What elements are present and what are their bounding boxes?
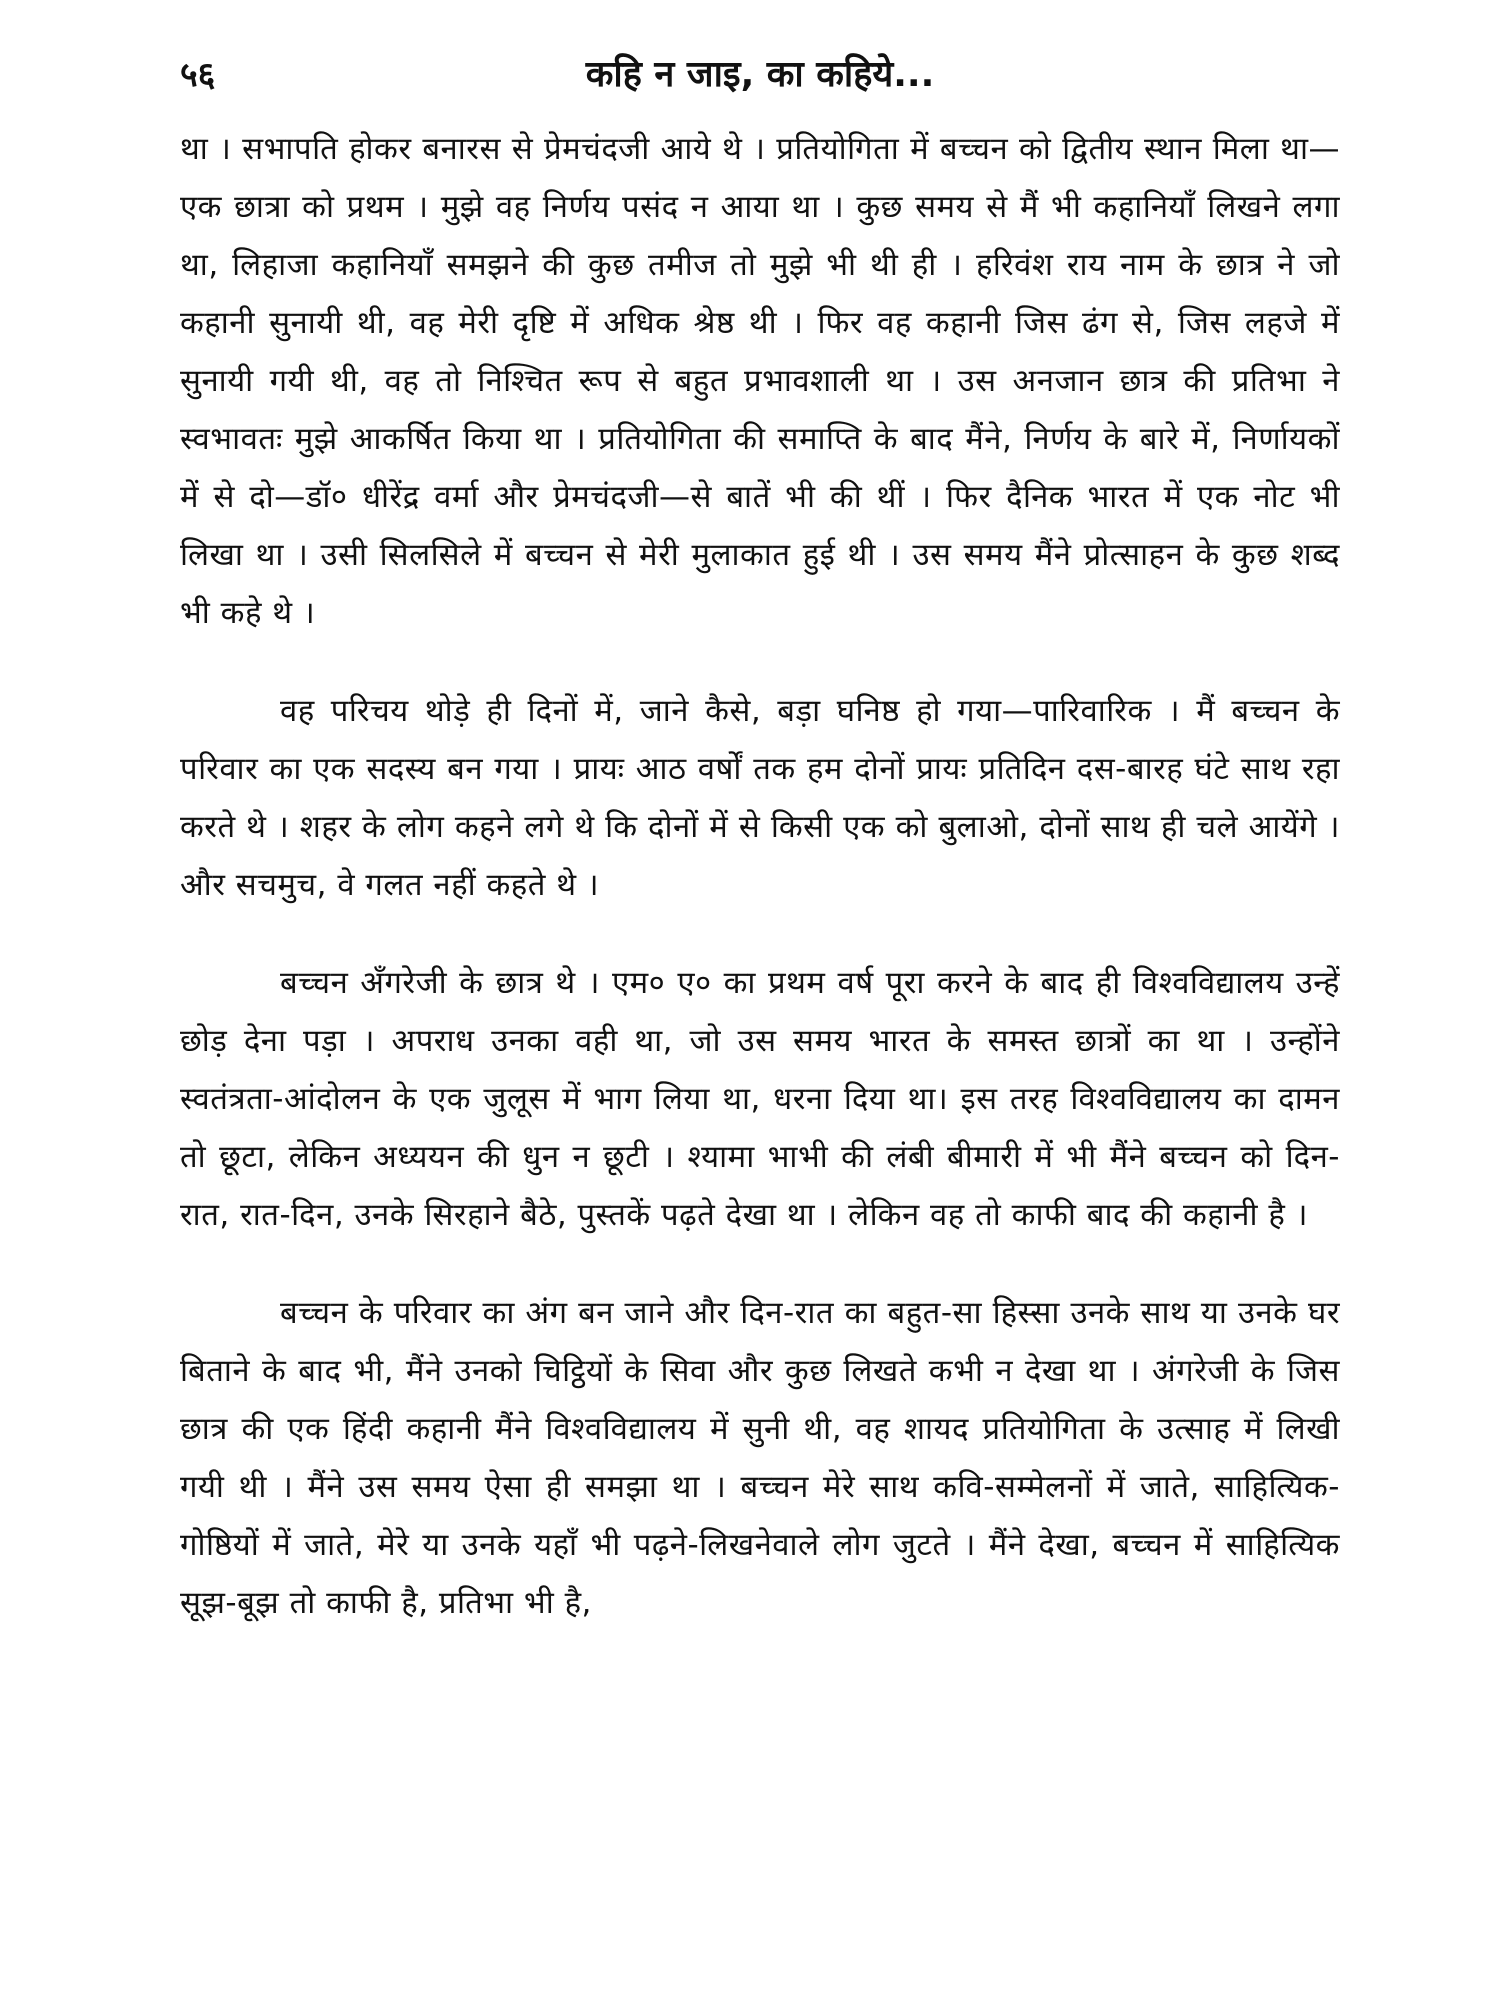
paragraph-3: बच्चन अँगरेजी के छात्र थे । एम० ए० का प्रथम वर्ष पूरा करने के बाद ही विश्वविद्यालय उन्हें छोड़ देना पड़ा । अपराध उनका वही था, जो उस समय भारत के समस्त छात्रों का था । उन्होंने स्वतंत्रता-आंदोलन के एक जुलूस में भाग लिया था, धरना दिया था। इस तरह विश्वविद्यालय का दामन तो छूटा, लेकिन अध्ययन की धुन न छूटी । श्यामा भाभी की लंबी बीमारी में भी मैंने बच्चन को दिन-रात, रात-दिन, उनके सिरहाने बैठे, पुस्तकें पढ़ते देखा था । लेकिन वह तो काफी बाद की कहानी है । xyxy=(180,965,1340,1233)
paragraph-1: था । सभापति होकर बनारस से प्रेमचंदजी आये थे । प्रतियोगिता में बच्चन को द्वितीय स्थान मिला था—एक छात्रा को प्रथम । मुझे वह निर्णय पसंद न आया था । कुछ समय से मैं भी कहानियाँ लिखने लगा था, लिहाजा कहानियाँ समझने की कुछ तमीज तो मुझे भी थी ही । हरिवंश राय नाम के छात्र ने जो कहानी सुनायी थी, वह मेरी दृष्टि में अधिक श्रेष्ठ थी । फिर वह कहानी जिस ढंग से, जिस लहजे में सुनायी गयी थी, वह तो निश्चित रूप से बहुत प्रभावशाली था । उस अनजान छात्र की प्रतिभा ने स्वभावतः मुझे आकर्षित किया था । प्रतियोगिता की समाप्ति के बाद मैंने, निर्णय के बारे में, निर्णायकों में से दो—डॉ० धीरेंद्र वर्मा और प्रेमचंदजी—से बातें भी की थीं । फिर दैनिक भारत में एक नोट भी लिखा था । उसी सिलसिले में बच्चन से मेरी मुलाकात हुई थी । उस समय मैंने प्रोत्साहन के कुछ शब्द भी कहे थे । xyxy=(180,131,1340,631)
body-text xyxy=(180,120,1340,1632)
paragraph-4: बच्चन के परिवार का अंग बन जाने और दिन-रात का बहुत-सा हिस्सा उनके साथ या उनके घर बिताने के बाद भी, मैंने उनको चिट्ठियों के सिवा और कुछ लिखते कभी न देखा था । अंगरेजी के जिस छात्र की एक हिंदी कहानी मैंने विश्वविद्यालय में सुनी थी, वह शायद प्रतियोगिता के उत्साह में लिखी गयी थी । मैंने उस समय ऐसा ही समझा था । बच्चन मेरे साथ कवि-सम्मेलनों में जाते, साहित्यिक-गोष्ठियों में जाते, मेरे या उनके यहाँ भी पढ़ने-लिखनेवाले लोग जुटते । मैंने देखा, बच्चन में साहित्यिक सूझ-बूझ तो काफी है, प्रतिभा भी है, xyxy=(180,1295,1340,1621)
page-header xyxy=(180,40,1340,110)
paragraph-2: वह परिचय थोड़े ही दिनों में, जाने कैसे, बड़ा घनिष्ठ हो गया—पारिवारिक । मैं बच्चन के परिवार का एक सदस्य बन गया । प्रायः आठ वर्षों तक हम दोनों प्रायः प्रतिदिन दस-बारह घंटे साथ रहा करते थे । शहर के लोग कहने लगे थे कि दोनों में से किसी एक को बुलाओ, दोनों साथ ही चले आयेंगे । और सचमुच, वे गलत नहीं कहते थे । xyxy=(180,693,1340,903)
running-title: कहि न जाइ, का कहिये... xyxy=(585,54,935,95)
page-number: ५६ xyxy=(180,55,216,95)
